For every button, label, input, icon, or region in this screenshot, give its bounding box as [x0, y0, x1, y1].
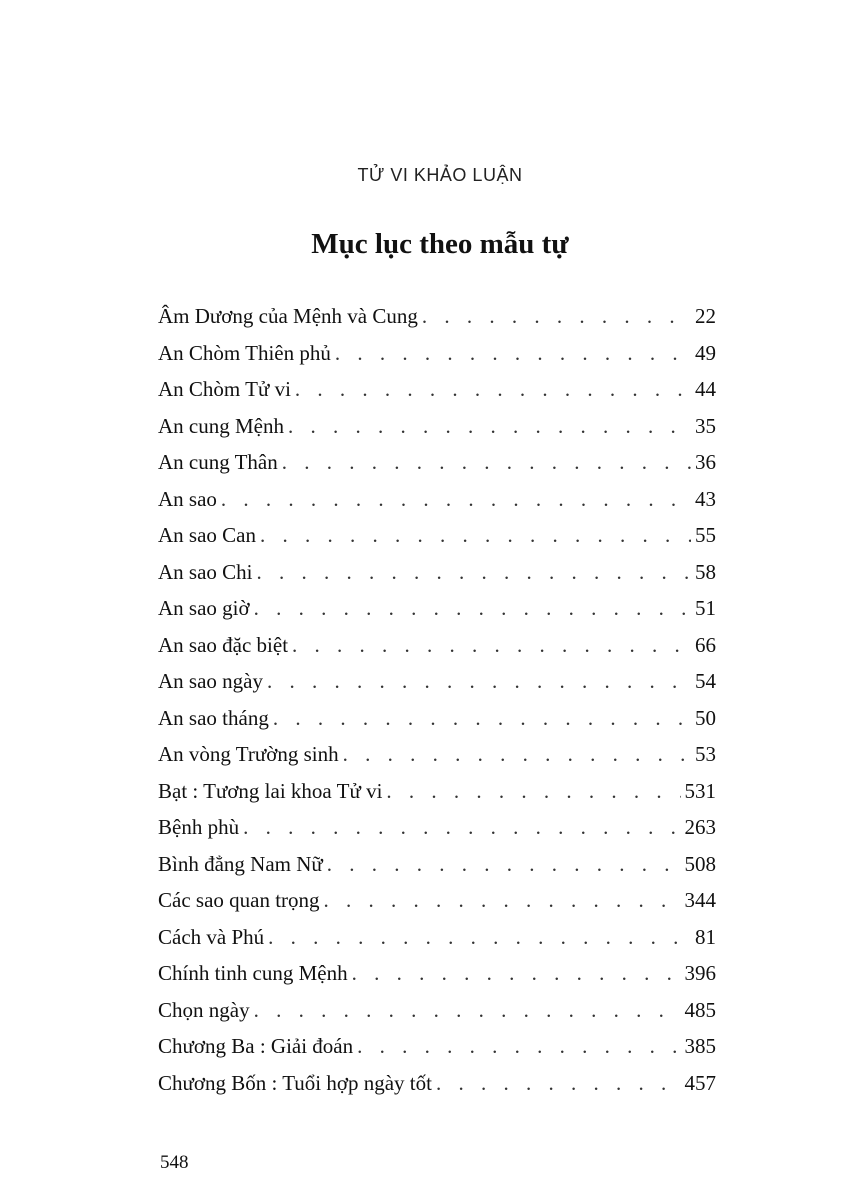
entry-label: Các sao quan trọng: [158, 888, 320, 912]
dot-leader: [292, 633, 691, 658]
index-entry: [158, 852, 716, 889]
entry-page: 53: [695, 742, 716, 766]
entry-label: Bệnh phù: [158, 815, 240, 839]
index-entry: [158, 304, 716, 341]
dot-leader: [324, 888, 681, 913]
entry-label: An cung Mệnh: [158, 413, 284, 438]
entry-label: An sao: [158, 486, 217, 511]
index-entry: [158, 377, 716, 414]
dot-leader: [243, 815, 680, 840]
entry-page: 396: [684, 961, 716, 985]
dot-leader: [352, 961, 681, 986]
index-entry: [158, 596, 716, 633]
dot-leader: [260, 523, 691, 548]
entry-page: 385: [684, 1034, 716, 1058]
entry-page: 55: [695, 523, 716, 547]
index-entry: [158, 925, 716, 962]
entry-page: 344: [684, 888, 716, 912]
entry-page: 531: [684, 778, 716, 803]
dot-leader: [327, 852, 681, 877]
entry-label: An Chòm Thiên phủ: [158, 340, 331, 365]
entry-label: An sao Chi: [158, 559, 253, 584]
dot-leader: [288, 414, 691, 439]
index-entry: [158, 633, 716, 670]
index-entry: [158, 779, 716, 816]
entry-label: An sao Can: [158, 523, 256, 547]
index-entry: [158, 560, 716, 597]
entry-page: 35: [695, 413, 716, 438]
entry-label: Âm Dương của Mệnh và Cung: [158, 304, 418, 328]
entry-label: An cung Thân: [158, 450, 278, 474]
index-entry: [158, 1071, 716, 1108]
entry-label: Chính tinh cung Mệnh: [158, 961, 348, 985]
dot-leader: [335, 341, 691, 366]
dot-leader: [386, 779, 680, 804]
dot-leader: [267, 669, 691, 694]
dot-leader: [254, 596, 691, 621]
entry-page: 51: [695, 596, 716, 620]
dot-leader: [422, 304, 691, 329]
entry-label: An sao đặc biệt: [158, 632, 289, 657]
entry-label: An sao tháng: [158, 705, 269, 730]
dot-leader: [221, 487, 691, 512]
entry-page: 485: [684, 997, 716, 1022]
dot-leader: [273, 706, 691, 731]
entry-page: 66: [695, 632, 716, 657]
dot-leader: [282, 450, 691, 475]
entry-page: 457: [684, 1070, 716, 1095]
entry-label: An sao ngày: [158, 669, 263, 693]
entry-label: Chương Ba : Giải đoán: [158, 1034, 354, 1058]
entry-page: 81: [695, 924, 716, 949]
entry-page: 43: [695, 486, 716, 511]
entry-label: An vòng Trường sinh: [158, 742, 339, 766]
entry-page: 22: [695, 304, 716, 328]
page-number: 548: [160, 1152, 189, 1173]
index-entry: [158, 1034, 716, 1071]
index-entry: [158, 450, 716, 487]
index-entry: [158, 414, 716, 451]
index-entry: [158, 961, 716, 998]
index-list: [158, 304, 716, 1107]
entry-label: Bình đẳng Nam Nữ: [158, 851, 323, 876]
entry-label: Cách và Phú: [158, 924, 265, 949]
dot-leader: [436, 1071, 681, 1096]
entry-page: 49: [695, 340, 716, 365]
entry-page: 508: [684, 851, 716, 876]
entry-label: An Chòm Tử vi: [158, 377, 291, 401]
running-head: TỬ VI KHẢO LUẬN: [357, 165, 523, 185]
entry-label: Bạt : Tương lai khoa Tử vi: [158, 778, 383, 803]
entry-page: 44: [695, 377, 716, 401]
dot-leader: [257, 560, 692, 585]
index-entry: [158, 998, 716, 1035]
dot-leader: [343, 742, 691, 767]
dot-leader: [268, 925, 691, 950]
page-title: Mục lục theo mẫu tự: [311, 228, 569, 260]
index-entry: [158, 341, 716, 378]
index-entry: [158, 815, 716, 852]
dot-leader: [357, 1034, 680, 1059]
entry-page: 263: [684, 815, 716, 839]
dot-leader: [295, 377, 691, 402]
index-entry: [158, 487, 716, 524]
entry-page: 36: [695, 450, 716, 474]
entry-page: 54: [695, 669, 716, 693]
entry-page: 58: [695, 559, 716, 584]
index-entry: [158, 706, 716, 743]
index-entry: [158, 742, 716, 779]
entry-label: An sao giờ: [158, 596, 250, 620]
dot-leader: [254, 998, 681, 1023]
index-entry: [158, 523, 716, 560]
index-entry: [158, 888, 716, 925]
entry-label: Chương Bốn : Tuổi hợp ngày tốt: [158, 1070, 432, 1095]
entry-label: Chọn ngày: [158, 997, 250, 1022]
index-entry: [158, 669, 716, 706]
entry-page: 50: [695, 705, 716, 730]
